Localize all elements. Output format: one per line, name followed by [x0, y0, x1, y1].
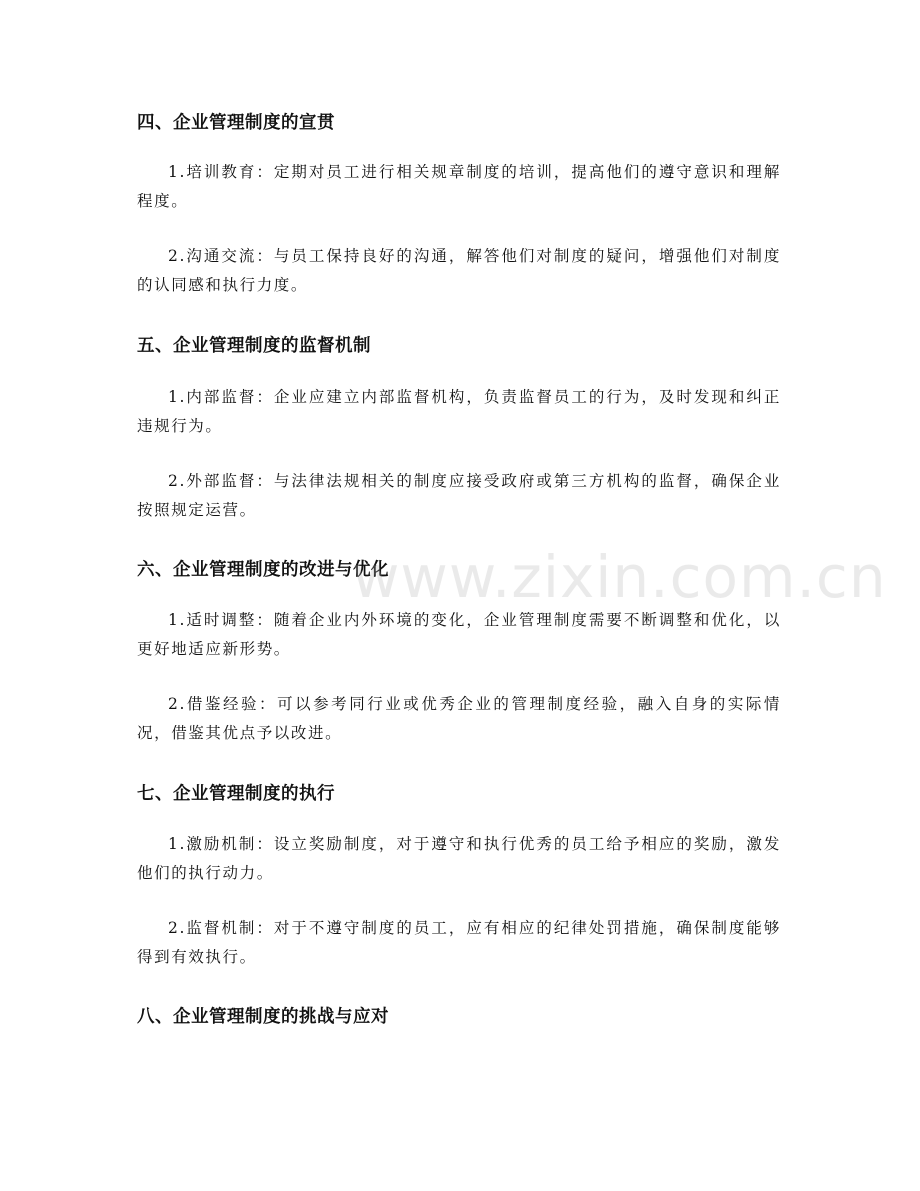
section-heading-5: 五、企业管理制度的监督机制: [137, 336, 371, 356]
paragraph-5-2: 2.外部监督：与法律法规相关的制度应接受政府或第三方机构的监督，确保企业按照规定运营。: [137, 472, 781, 519]
paragraph-5-1: 1.内部监督：企业应建立内部监督机构，负责监督员工的行为，及时发现和纠正违规行为。: [137, 388, 781, 435]
section-heading-7: 七、企业管理制度的执行: [137, 784, 335, 804]
paragraph-4-1: 1.培训教育：定期对员工进行相关规章制度的培训，提高他们的遵守意识和理解程度。: [137, 163, 781, 210]
paragraph-6-1: 1.适时调整：随着企业内外环境的变化，企业管理制度需要不断调整和优化，以更好地适应新形势。: [137, 611, 781, 658]
paragraph-6-2: 2.借鉴经验：可以参考同行业或优秀企业的管理制度经验，融入自身的实际情况，借鉴其优点予以改进。: [137, 695, 781, 742]
section-heading-8: 八、企业管理制度的挑战与应对: [137, 1007, 389, 1027]
watermark: www.zixin.com.cn: [352, 543, 887, 611]
section-heading-6: 六、企业管理制度的改进与优化: [137, 560, 389, 580]
paragraph-4-2: 2.沟通交流：与员工保持良好的沟通，解答他们对制度的疑问，增强他们对制度的认同感和执行力度。: [137, 247, 781, 294]
section-heading-4: 四、企业管理制度的宣贯: [137, 113, 335, 133]
paragraph-7-2: 2.监督机制：对于不遵守制度的员工，应有相应的纪律处罚措施，确保制度能够得到有效执行。: [137, 919, 781, 966]
paragraph-7-1: 1.激励机制：设立奖励制度，对于遵守和执行优秀的员工给予相应的奖励，激发他们的执行动力。: [137, 835, 781, 882]
